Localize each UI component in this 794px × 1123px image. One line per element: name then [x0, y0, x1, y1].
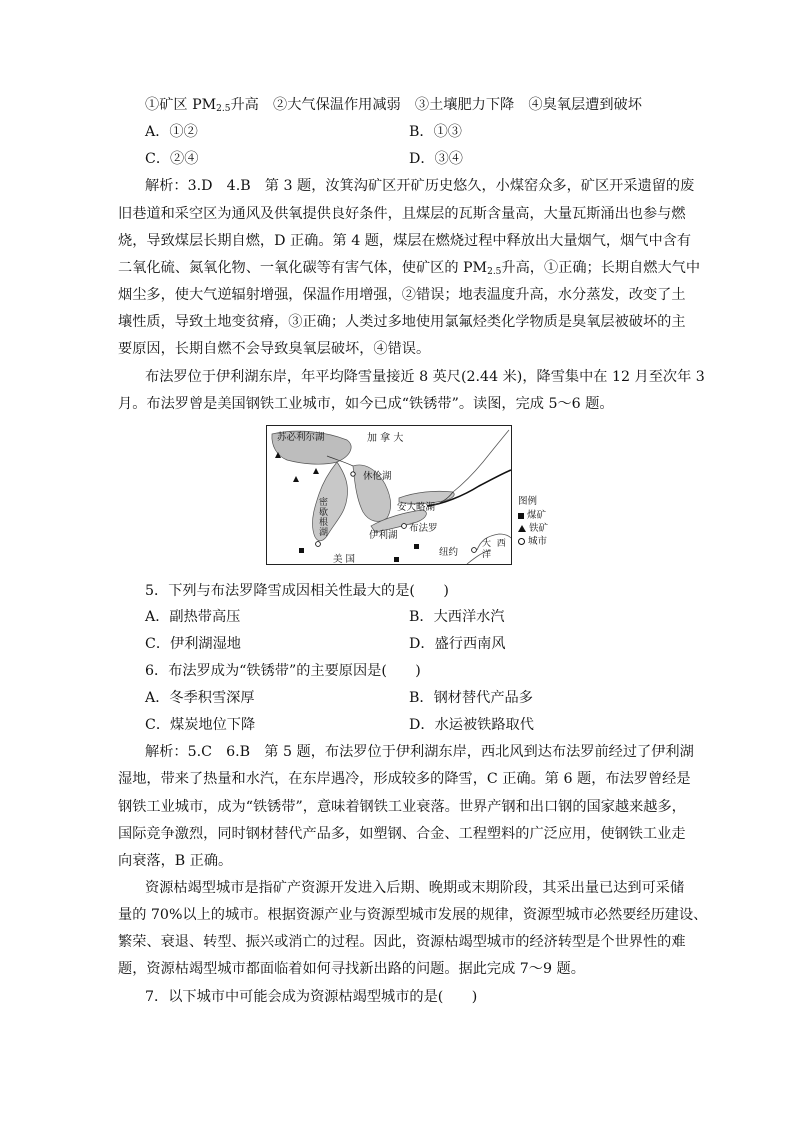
- iron-mine-icon: [313, 468, 319, 474]
- q5-stem: 5．下列与布法罗降雪成因相关性最大的是( ): [145, 583, 449, 599]
- legend-coal: [518, 509, 578, 522]
- q4-option-a: A．①②: [145, 124, 198, 140]
- analysis1-line6: 壤性质，导致土地变贫瘠，③正确；人类过多地使用氯氟烃类化学物质是臭氧层被破坏的主: [118, 314, 686, 330]
- great-lakes-map: [266, 425, 512, 565]
- analysis1-line7: 要原因，长期自燃不会导致臭氧层破坏，④错误。: [118, 341, 431, 357]
- map-legend: [518, 495, 578, 548]
- label-lake-huron: 休伦湖: [363, 471, 392, 482]
- city-icon: [351, 472, 355, 476]
- legend-iron-label: 铁矿: [529, 522, 549, 534]
- q4-option-c: C．②④: [145, 151, 199, 167]
- label-new-york: 纽约: [439, 547, 459, 558]
- label-usa: 美 国: [333, 554, 356, 565]
- q6-option-c: C．煤炭地位下降: [145, 717, 256, 733]
- legend-coal-label: 煤矿: [527, 509, 547, 521]
- analysis1-line3: 烧，导致煤层长期自燃，D 正确。第 4 题，煤层在燃烧过程中释放出大量烟气，烟气中含有: [118, 233, 692, 249]
- q6-option-a: A．冬季积雪深厚: [145, 690, 255, 706]
- intro2-line1: 布法罗位于伊利湖东岸，年平均降雪量接近 8 英尺(2.44 米)，降雪集中在 12 月至次年 3: [145, 369, 705, 385]
- iron-mine-icon: [293, 476, 299, 482]
- analysis2-line5: 向衰落，B 正确。: [118, 853, 233, 869]
- q4-items-post: 升高 ②大气保温作用减弱 ③土壤肥力下降 ④臭氧层遭到破坏: [230, 97, 642, 113]
- analysis1-line4-sub: 2.5: [487, 267, 502, 277]
- analysis2-line3: 钢铁工业城市，成为“铁锈带”，意味着钢铁工业衰落。世界产钢和出口钢的国家越来越多，: [118, 799, 686, 815]
- label-buffalo: 布法罗: [409, 523, 438, 534]
- coal-mine-icon: [299, 548, 304, 553]
- city-icon: [518, 538, 525, 545]
- q6-option-b: B．钢材替代产品多: [409, 690, 533, 706]
- label-lake-ontario: 安大略湖: [397, 502, 436, 513]
- intro3-line3: 繁荣、衰退、转型、振兴或消亡的过程。因此，资源枯竭型城市的经济转型是个世界性的难: [118, 934, 686, 950]
- analysis2-line2: 湿地，带来了热量和水汽，在东岸遇冷，形成较多的降雪，C 正确。第 6 题，布法罗曾经是: [118, 771, 691, 787]
- legend-title: 图例: [518, 496, 538, 507]
- intro3-line1: 资源枯竭型城市是指矿产资源开发进入后期、晚期或末期阶段，其采出量已达到可采储: [145, 880, 685, 896]
- q4-option-d: D．③④: [409, 151, 463, 167]
- analysis1-line4-pre: 二氧化硫、氮氧化物、一氧化碳等有害气体，使矿区的 PM: [118, 260, 488, 276]
- intro3-line4: 题，资源枯竭型城市都面临着如何寻找新出路的问题。据此完成 7～9 题。: [118, 961, 585, 977]
- q6-stem: 6．布法罗成为“铁锈带”的主要原因是( ): [145, 663, 421, 679]
- q5-option-b: B．大西洋水汽: [409, 609, 505, 625]
- analysis1-line1: 解析：3.D 4.B 第 3 题，汝箕沟矿区开矿历史悠久，小煤窑众多，矿区开采遗留的废: [145, 178, 695, 194]
- analysis1-line4: [118, 257, 700, 279]
- label-lake-michigan: 密 歇 根 湖: [319, 498, 329, 538]
- label-atlantic: 大 西 洋: [482, 539, 506, 560]
- q5-option-a: A．副热带高压: [145, 609, 241, 625]
- iron-mine-icon: [518, 525, 526, 532]
- coal-mine-icon: [414, 544, 419, 549]
- q7-stem: 7．以下城市中可能会成为资源枯竭型城市的是( ): [145, 989, 478, 1005]
- analysis2-line4: 国际竞争激烈，同时钢材替代产品多，如塑钢、合金、工程塑料的广泛应用，使钢铁工业走: [118, 826, 686, 842]
- q4-items-pre: ①矿区 PM: [145, 97, 217, 113]
- q4-items: [145, 94, 642, 116]
- q6-option-d: D．水运被铁路取代: [409, 717, 534, 733]
- analysis1-line4-post: 升高，①正确；长期自燃大气中: [501, 260, 701, 276]
- intro2-line2: 月。布法罗曾是美国钢铁工业城市，如今已成“铁锈带”。读图，完成 5～6 题。: [118, 396, 614, 412]
- q4-items-sub: 2.5: [216, 104, 231, 114]
- analysis2-line1: 解析：5.C 6.B 第 5 题，布法罗位于伊利湖东岸，西北风到达布法罗前经过了伊利湖: [145, 744, 694, 760]
- label-lake-erie: 伊利湖: [369, 530, 398, 541]
- analysis1-line2: 旧巷道和采空区为通风及供氧提供良好条件，且煤层的瓦斯含量高，大量瓦斯涌出也参与燃: [118, 206, 686, 222]
- q4-option-b: B．①③: [409, 124, 462, 140]
- buffalo-city-icon: [402, 524, 407, 529]
- map-drawing: [267, 426, 511, 564]
- intro3-line2: 量的 70%以上的城市。根据资源产业与资源型城市发展的规律，资源型城市必然要经历建设、: [118, 907, 708, 923]
- q5-option-c: C．伊利湖湿地: [145, 636, 241, 652]
- coal-mine-icon: [518, 513, 524, 519]
- new-york-city-icon: [472, 548, 477, 553]
- city-icon: [316, 542, 321, 547]
- legend-iron: [518, 522, 578, 535]
- analysis1-line5: 烟尘多，使大气逆辐射增强，保温作用增强，②错误；地表温度升高，水分蒸发，改变了土: [118, 287, 686, 303]
- legend-city: [518, 535, 578, 548]
- label-canada: 加 拿 大: [367, 433, 404, 444]
- legend-city-label: 城市: [528, 535, 548, 547]
- q5-option-d: D．盛行西南风: [409, 636, 506, 652]
- label-lake-superior: 苏必利尔湖: [277, 432, 325, 443]
- coal-mine-icon: [394, 557, 399, 562]
